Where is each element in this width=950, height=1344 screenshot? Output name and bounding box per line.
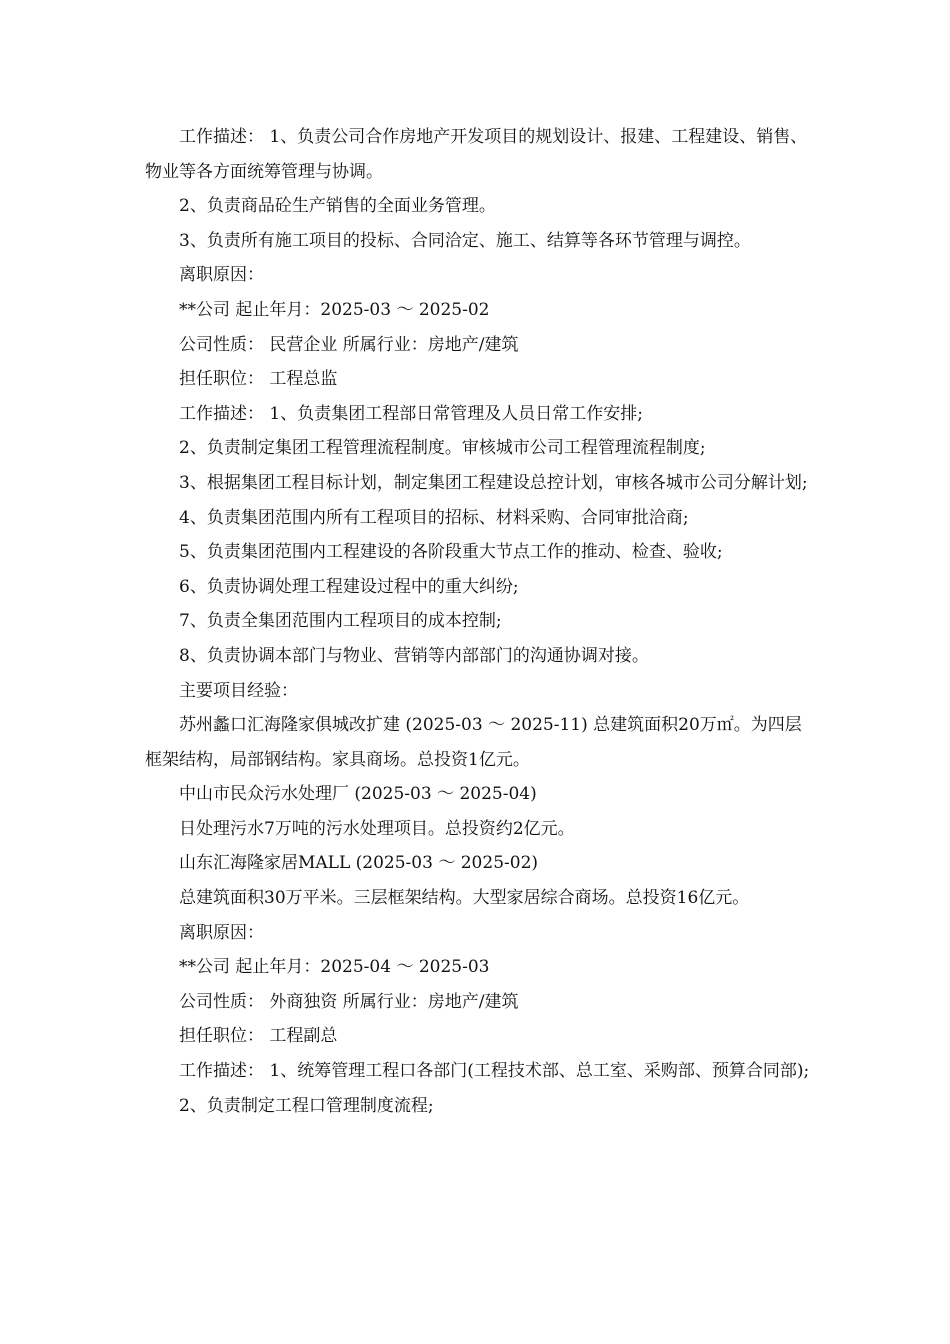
paragraph-duty-3b: 3、根据集团工程目标计划，制定集团工程建设总控计划，审核各城市公司分解计划; — [179, 472, 808, 493]
paragraph-company-period-2: **公司 起止年月：2025-04 ～ 2025-03 — [179, 957, 490, 978]
paragraph-work-desc-3: 工作描述： 1、统筹管理工程口各部门(工程技术部、总工室、采购部、预算合同部); — [179, 1061, 810, 1082]
paragraph-duty-2c: 2、负责制定工程口管理制度流程; — [179, 1095, 434, 1116]
paragraph-work-desc-1: 工作描述： 1、负责公司合作房地产开发项目的规划设计、报建、工程建设、销售、物业等各方面统筹管理与协调。 — [145, 127, 808, 182]
paragraph-duty-3: 3、负责所有施工项目的投标、合同洽定、施工、结算等各环节管理与调控。 — [179, 230, 751, 251]
paragraph-position: 担任职位： 工程总监 — [179, 369, 338, 390]
paragraph-position-2: 担任职位： 工程副总 — [179, 1026, 338, 1047]
paragraph-duty-7b: 7、负责全集团范围内工程项目的成本控制; — [179, 611, 502, 632]
paragraph-company-nature-2: 公司性质： 外商独资 所属行业：房地产/建筑 — [179, 991, 519, 1012]
paragraph-company-period: **公司 起止年月：2025-03 ～ 2025-02 — [179, 299, 490, 320]
document-body — [145, 120, 815, 1123]
paragraph-leave-reason: 离职原因： — [179, 265, 264, 286]
paragraph-project-heading: 主要项目经验： — [179, 680, 298, 701]
paragraph-duty-8b: 8、负责协调本部门与物业、营销等内部部门的沟通协调对接。 — [179, 645, 649, 666]
paragraph-project-suzhou: 苏州蠡口汇海隆家俱城改扩建 (2025-03 ～ 2025-11) 总建筑面积20万㎡。为四层框架结构，局部钢结构。家具商场。总投资1亿元。 — [145, 715, 802, 770]
paragraph-duty-4b: 4、负责集团范围内所有工程项目的招标、材料采购、合同审批洽商; — [179, 507, 689, 528]
paragraph-project-zhongshan: 中山市民众污水处理厂 (2025-03 ～ 2025-04) — [179, 784, 537, 805]
paragraph-project-zhongshan-desc: 日处理污水7万吨的污水处理项目。总投资约2亿元。 — [179, 818, 575, 839]
paragraph-duty-2: 2、负责商品砼生产销售的全面业务管理。 — [179, 196, 496, 217]
paragraph-project-shandong-desc: 总建筑面积30万平米。三层框架结构。大型家居综合商场。总投资16亿元。 — [179, 888, 750, 909]
paragraph-project-shandong: 山东汇海隆家居MALL (2025-03 ～ 2025-02) — [179, 853, 539, 874]
paragraph-duty-5b: 5、负责集团范围内工程建设的各阶段重大节点工作的推动、检查、验收; — [179, 542, 723, 563]
paragraph-leave-reason-2: 离职原因： — [179, 922, 264, 943]
paragraph-duty-6b: 6、负责协调处理工程建设过程中的重大纠纷; — [179, 576, 519, 597]
paragraph-duty-2b: 2、负责制定集团工程管理流程制度。审核城市公司工程管理流程制度; — [179, 438, 706, 459]
paragraph-work-desc-2: 工作描述： 1、负责集团工程部日常管理及人员日常工作安排; — [179, 403, 643, 424]
paragraph-company-nature: 公司性质： 民营企业 所属行业：房地产/建筑 — [179, 334, 519, 355]
